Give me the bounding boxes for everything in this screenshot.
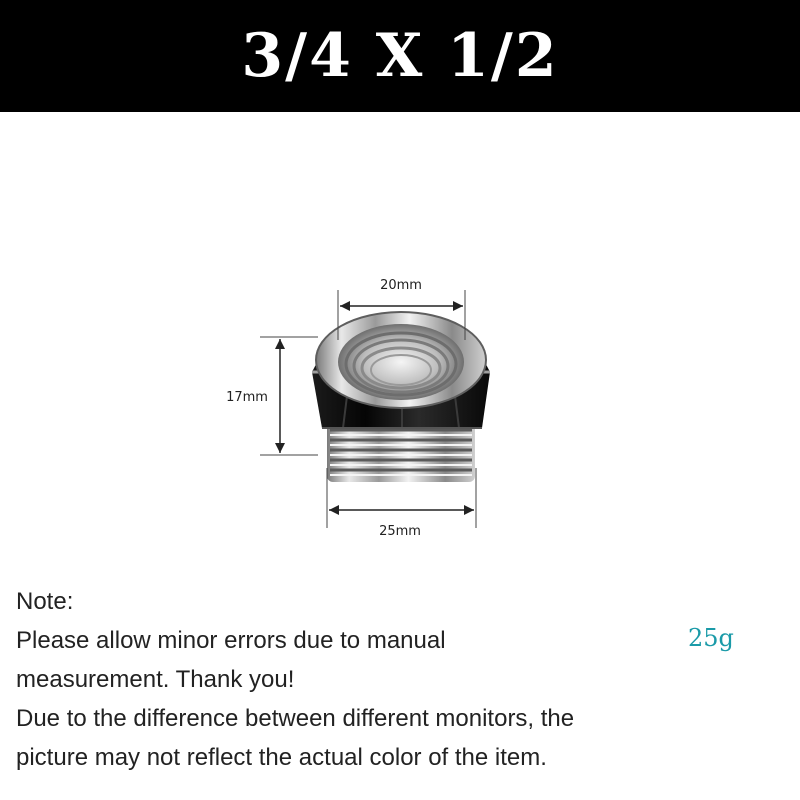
height-label: 17mm	[226, 390, 268, 405]
bottom-width-label: 25mm	[379, 524, 421, 539]
note-line: Please allow minor errors due to manual	[16, 627, 446, 654]
weight-label: 25g	[688, 624, 734, 652]
note-line: Due to the difference between different monitors, the	[16, 705, 575, 732]
top-opening	[316, 312, 486, 408]
male-thread	[327, 420, 475, 482]
dimension-height	[226, 337, 318, 455]
top-width-label: 20mm	[380, 278, 422, 293]
note-heading: Note:	[16, 588, 74, 615]
note-line: picture may not reflect the actual color of the item.	[16, 744, 547, 771]
page-title: 3/4 X 1/2	[241, 21, 559, 91]
note-block	[16, 582, 676, 777]
note-line: measurement. Thank you!	[16, 666, 295, 693]
